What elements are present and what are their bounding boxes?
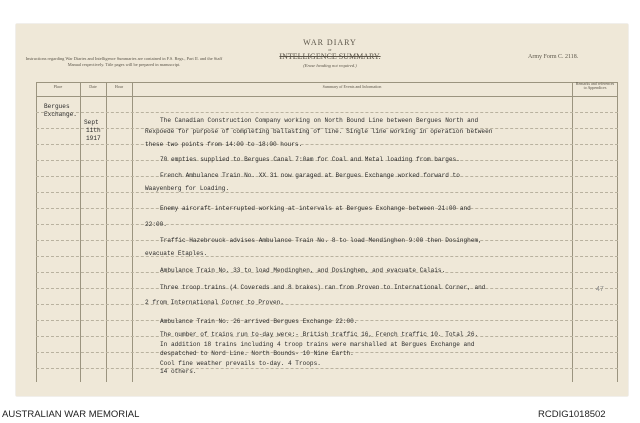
summary-line: The Canadian Construction Company working on North Bound Line between Bergues North and bbox=[160, 117, 479, 124]
summary-line: 70 empties supplied to Bergues Canal 7:0am for Coal and Metal loading from barges. bbox=[160, 156, 460, 163]
summary-line: Rexpoede for purpose of completing ballasting of line. Single line working in operation between bbox=[145, 128, 493, 135]
column-rule bbox=[617, 82, 618, 382]
entry-date-line: 1917 bbox=[86, 135, 101, 142]
ruled-line bbox=[36, 144, 618, 145]
army-form-number: Army Form C. 2118. bbox=[528, 54, 579, 60]
column-rule bbox=[106, 82, 107, 382]
summary-line: Waayenberg for Loading. bbox=[145, 185, 230, 192]
header-rule bbox=[36, 82, 618, 83]
summary-line: Ambulance Train No. 26 arrived Bergues Exchange 22:00. bbox=[160, 318, 358, 325]
ruled-line bbox=[36, 112, 618, 113]
summary-line: Cool fine weather prevails to-day. 4 Troops. bbox=[160, 360, 321, 367]
column-header-remarks: Remarks and references to Appendices bbox=[575, 81, 615, 91]
erase-note: (Erase heading not required.) bbox=[303, 63, 357, 68]
summary-line: Enemy aircraft interrupted working at intervals at Bergues Exchange between 21:00 and bbox=[160, 205, 471, 212]
entry-place-line: Exchange. bbox=[44, 111, 77, 118]
margin-note: 47 bbox=[596, 286, 604, 293]
summary-line: Traffic Hazebrouck advises Ambulance Train No. 8 to load Mendinghen 9:00 then Dosinghem, bbox=[160, 237, 482, 244]
footer-reference-id: RCDIG1018502 bbox=[538, 409, 606, 420]
ruled-line bbox=[36, 304, 618, 305]
title-or: or bbox=[328, 47, 332, 52]
ruled-line bbox=[36, 192, 618, 193]
column-rule bbox=[80, 82, 81, 382]
page-title: WAR DIARY bbox=[303, 38, 357, 47]
column-rule bbox=[572, 82, 573, 382]
summary-line: evacuate Etaples. bbox=[145, 250, 208, 257]
header-rule bbox=[36, 96, 618, 97]
column-header-hour: Hour bbox=[114, 84, 124, 89]
summary-line: French Ambulance Train No. XX 31 now garaged at Bergues Exchange worked forward to bbox=[160, 172, 460, 179]
summary-line: 22:00. bbox=[145, 221, 167, 228]
footer-archive-name: AUSTRALIAN WAR MEMORIAL bbox=[2, 409, 140, 420]
summary-line: Ambulance Train No. 33 to load Mendinghen, and Dosinghem, and evacuate Calais. bbox=[160, 267, 446, 274]
ruled-line bbox=[36, 224, 618, 225]
column-header-date: Date bbox=[89, 84, 97, 89]
page-subtitle: INTELLIGENCE SUMMARY. bbox=[279, 52, 381, 61]
column-rule bbox=[132, 82, 133, 382]
summary-line: Three troop trains (4 Covereds and 8 brakes) ran from Proven to International Corner, and bbox=[160, 284, 486, 291]
column-header-summary: Summary of Events and Information bbox=[322, 84, 382, 89]
ruled-line bbox=[36, 256, 618, 257]
summary-line: In addition 18 trains including 4 troop trains were marshalled at Bergues Exchange and bbox=[160, 341, 475, 348]
instructions-note: Instructions regarding War Diaries and Intelligence Summaries are contained in F.S. Regs., Part II. and the Staff Manual respectively. Title pages will be prepared in manuscript. bbox=[25, 56, 223, 67]
summary-line: 14 others. bbox=[160, 368, 197, 375]
ruled-line bbox=[36, 368, 618, 369]
entry-date-line: Sept bbox=[84, 119, 99, 126]
summary-line: despatched to Nord Line. North Bounds- 10 Nine Earth. bbox=[160, 350, 354, 357]
entry-place-line: Bergues bbox=[44, 103, 70, 110]
summary-line: The number of trains run to-day were:- British traffic 16, French traffic 10. Total 26. bbox=[160, 331, 479, 338]
summary-line: these two points from 14:00 to 18:00 hours. bbox=[145, 141, 303, 148]
summary-line: 2 from International Corner to Proven. bbox=[145, 299, 284, 306]
column-header-place: Place bbox=[53, 84, 63, 89]
column-rule bbox=[36, 82, 37, 382]
entry-date-line: 11th bbox=[86, 127, 101, 134]
